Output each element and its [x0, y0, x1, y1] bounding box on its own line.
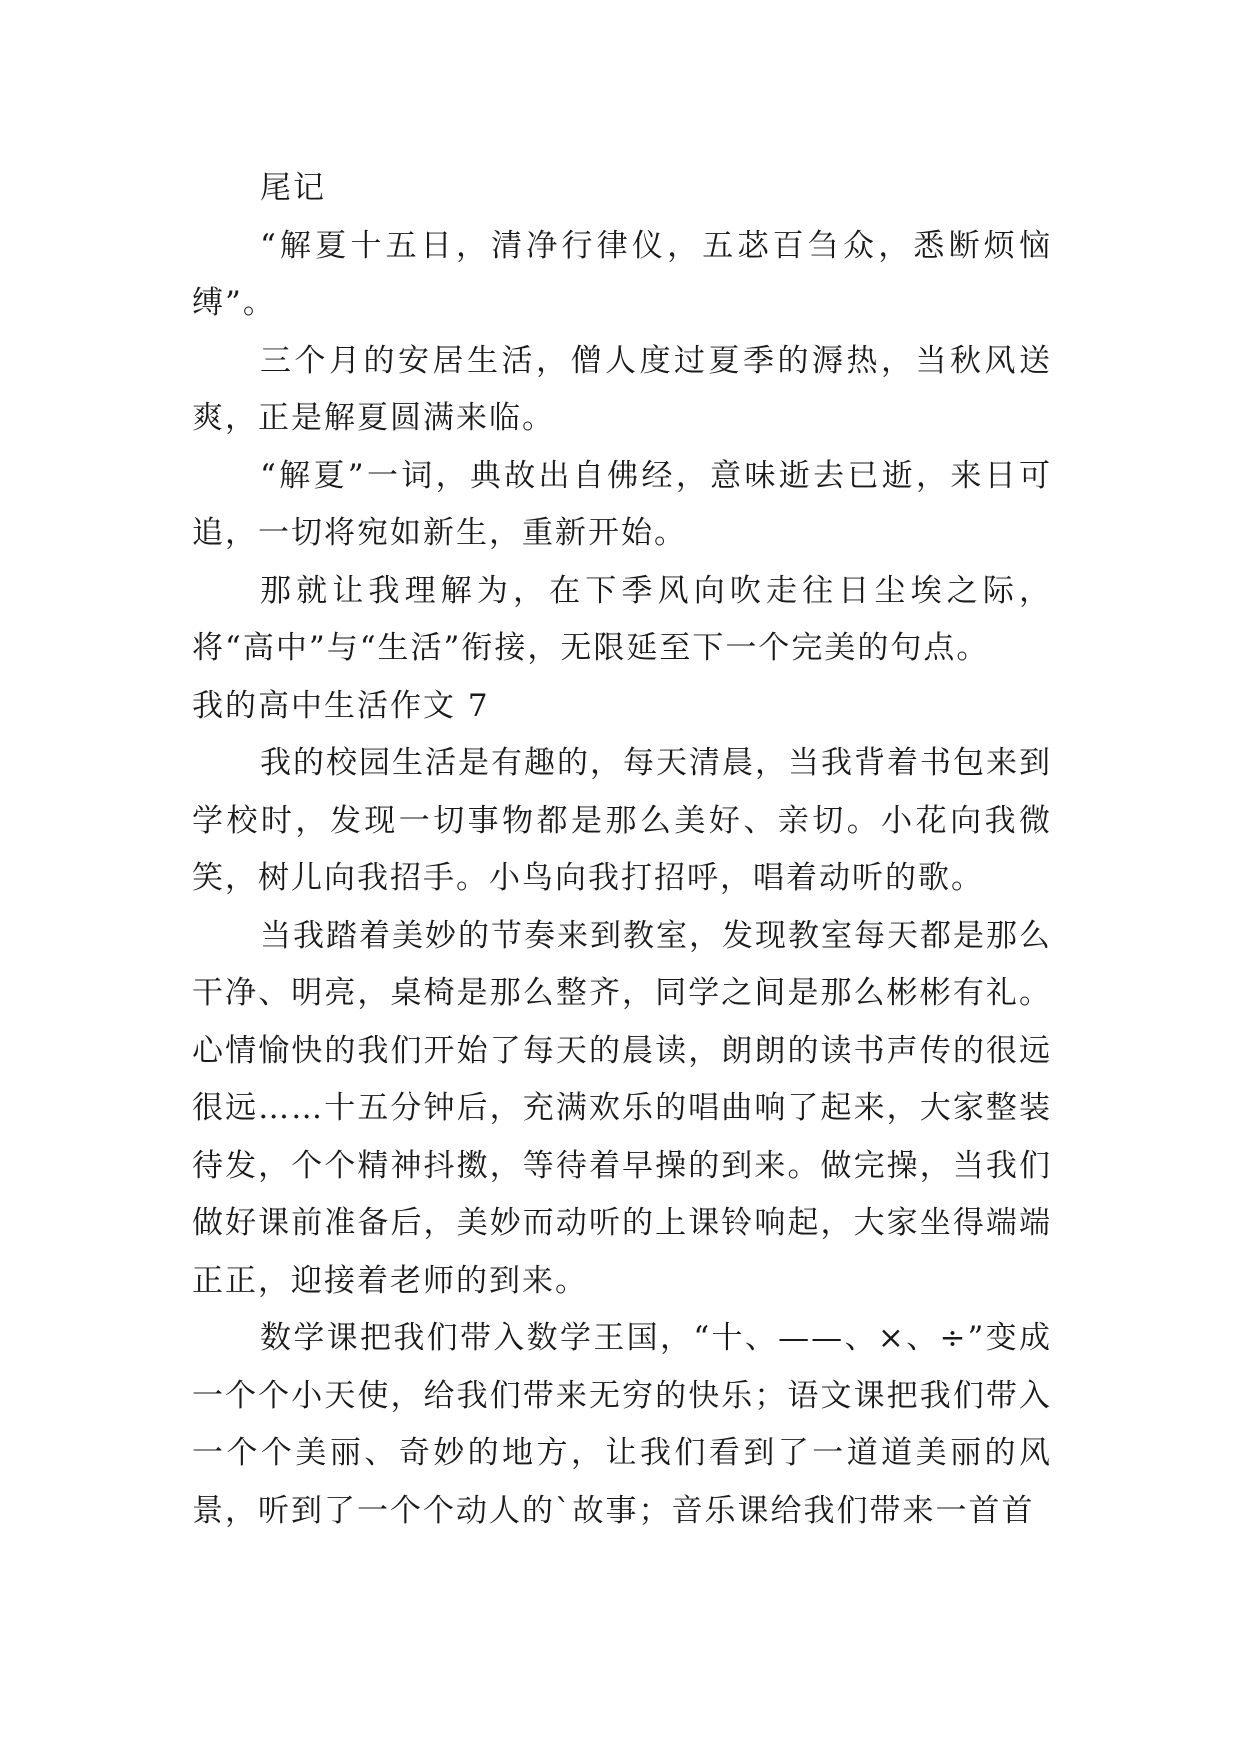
section-title: 我的高中生活作文 7	[192, 687, 490, 724]
paragraph: “解夏”一词，典故出自佛经，意味逝去已逝，来日可追，一切将宛如新生，重新开始。	[192, 457, 1052, 551]
document-body	[192, 160, 1052, 1540]
paragraph: 那就让我理解为，在下季风向吹走往日尘埃之际，将“高中”与“生活”衔接，无限延至下一个完美的句点。	[192, 572, 1052, 666]
heading-epilogue: 尾记	[260, 170, 326, 206]
paragraph: 数学课把我们带入数学王国，“十、——、×、÷”变成一个个小天使，给我们带来无穷的快乐；语文课把我们带入一个个美丽、奇妙的地方，让我们看到了一道道美丽的风景，听到了一个个动人的`故事；音乐课给我们带来一首首	[192, 1320, 1052, 1529]
paragraph: 当我踏着美妙的节奏来到教室，发现教室每天都是那么干净、明亮，桌椅是那么整齐，同学之间是那么彬彬有礼。心情愉快的我们开始了每天的晨读，朗朗的读书声传的很远很远……十五分钟后，充满欢乐的唱曲响了起来，大家整装待发，个个精神抖擞，等待着早操的到来。做完操，当我们做好课前准备后，美妙而动听的上课铃响起，大家坐得端端正正，迎接着老师的到来。	[192, 917, 1052, 1299]
paragraph: 我的校园生活是有趣的，每天清晨，当我背着书包来到学校时，发现一切事物都是那么美好、亲切。小花向我微笑，树儿向我招手。小鸟向我打招呼，唱着动听的歌。	[192, 745, 1052, 896]
paragraph: 三个月的安居生活，僧人度过夏季的溽热，当秋风送爽，正是解夏圆满来临。	[192, 342, 1052, 436]
paragraph: “解夏十五日，清净行律仪，五苾百刍众，悉断烦恼缚”。	[192, 227, 1052, 321]
